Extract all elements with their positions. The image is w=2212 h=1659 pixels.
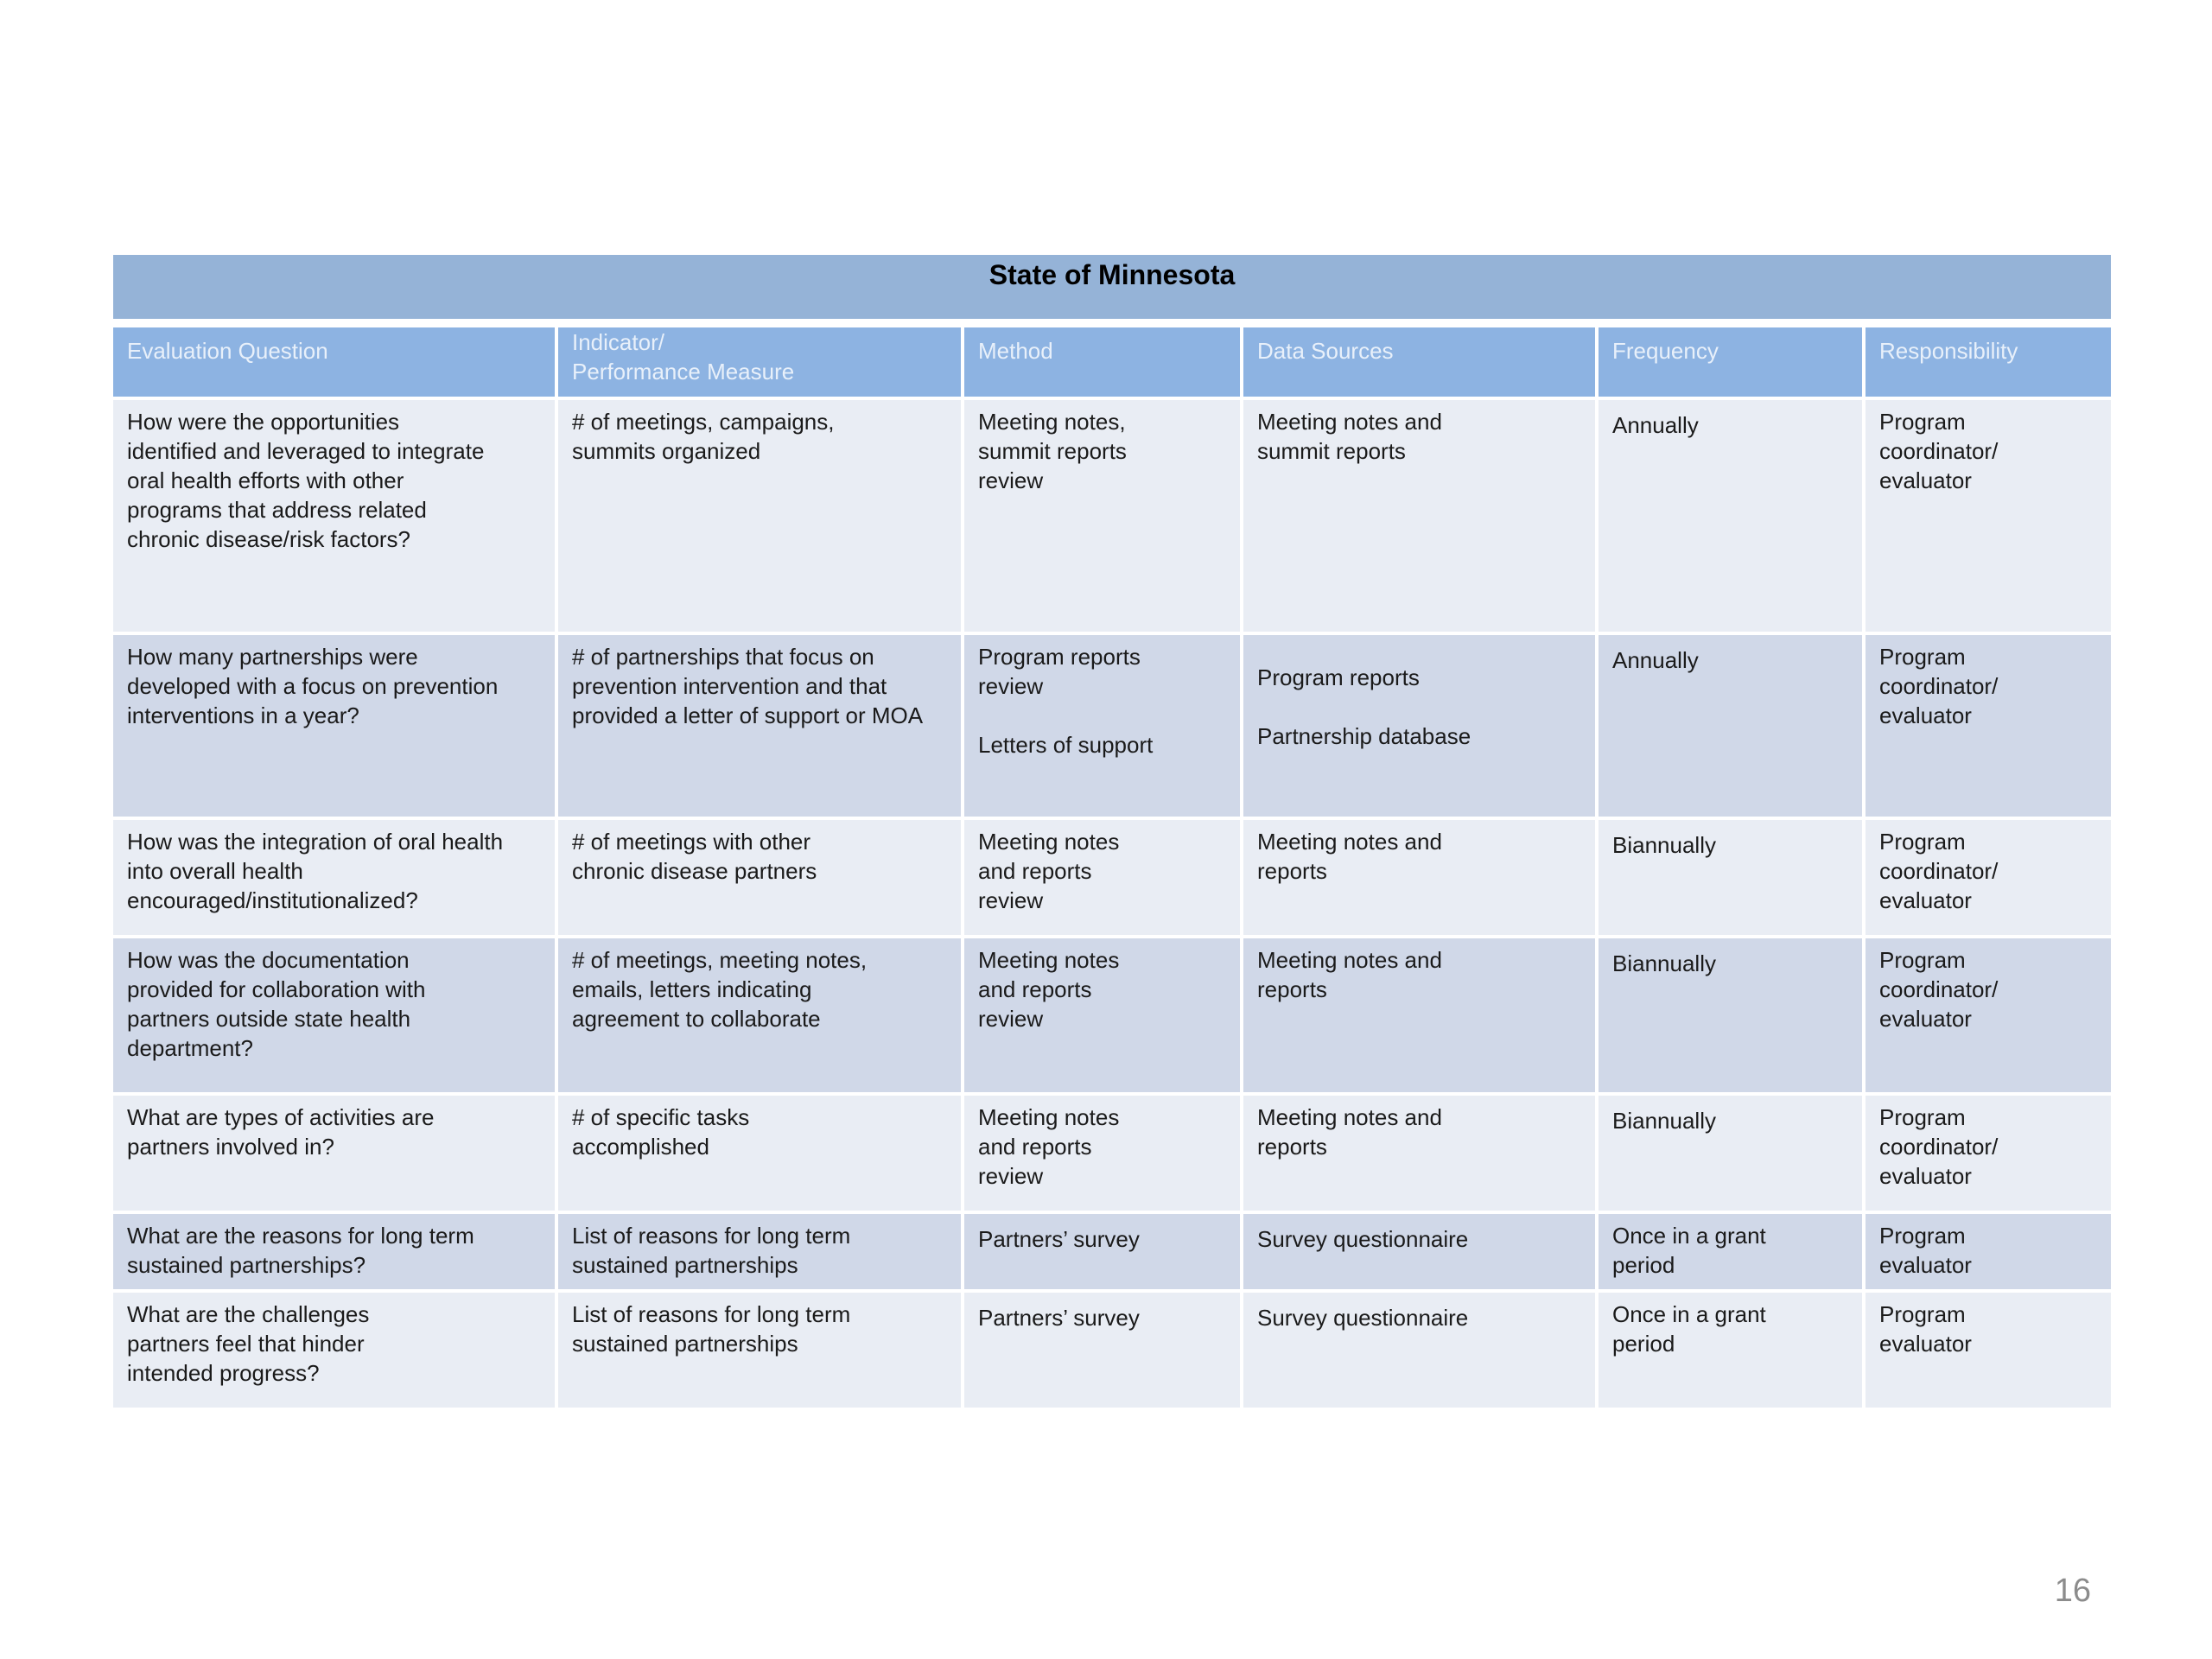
cell-responsibility: Program evaluator	[1866, 1293, 2111, 1411]
cell-data-sources: Meeting notes and summit reports	[1243, 400, 1599, 635]
method-line-1: Program reports review	[978, 644, 1141, 699]
cell-indicator: # of meetings, meeting notes, emails, letters indicating agreement to collaborate	[558, 938, 964, 1096]
cell-question: What are types of activities are partners involved in?	[113, 1096, 558, 1214]
cell-method: Meeting notes and reports review	[964, 938, 1243, 1096]
cell-frequency: Biannually	[1599, 938, 1866, 1096]
header-frequency: Frequency	[1599, 327, 1866, 400]
cell-frequency: Annually	[1599, 400, 1866, 635]
cell-frequency: Once in a grant period	[1599, 1214, 1866, 1293]
table-row	[113, 1214, 2111, 1293]
header-indicator: Indicator/ Performance Measure	[558, 327, 964, 400]
cell-indicator: # of meetings with other chronic disease partners	[558, 820, 964, 938]
data-source-line-2: Partnership database	[1257, 723, 1471, 749]
cell-responsibility: Program coordinator/ evaluator	[1866, 400, 2111, 635]
cell-indicator: # of meetings, campaigns, summits organized	[558, 400, 964, 635]
cell-responsibility: Program evaluator	[1866, 1214, 2111, 1293]
header-responsibility: Responsibility	[1866, 327, 2111, 400]
method-line-2: Letters of support	[978, 732, 1154, 758]
cell-frequency: Biannually	[1599, 820, 1866, 938]
cell-method: Partners’ survey	[964, 1214, 1243, 1293]
cell-indicator: List of reasons for long term sustained partnerships	[558, 1293, 964, 1411]
cell-responsibility: Program coordinator/ evaluator	[1866, 820, 2111, 938]
page-number: 16	[2054, 1573, 2091, 1609]
header-evaluation-question: Evaluation Question	[113, 327, 558, 400]
table-row	[113, 635, 2111, 820]
cell-frequency: Biannually	[1599, 1096, 1866, 1214]
cell-data-sources	[1243, 635, 1599, 820]
header-method: Method	[964, 327, 1243, 400]
cell-responsibility: Program coordinator/ evaluator	[1866, 1096, 2111, 1214]
cell-question: How was the documentation provided for collaboration with partners outside state health department?	[113, 938, 558, 1096]
table-title: State of Minnesota	[113, 255, 2111, 327]
cell-question: How was the integration of oral health into overall health encouraged/institutionalized?	[113, 820, 558, 938]
cell-indicator: List of reasons for long term sustained partnerships	[558, 1214, 964, 1293]
cell-indicator: # of specific tasks accomplished	[558, 1096, 964, 1214]
cell-method	[964, 635, 1243, 820]
table-title-row	[113, 255, 2111, 327]
cell-method: Meeting notes, summit reports review	[964, 400, 1243, 635]
table-header-row	[113, 327, 2111, 400]
cell-method: Meeting notes and reports review	[964, 1096, 1243, 1214]
cell-responsibility: Program coordinator/ evaluator	[1866, 938, 2111, 1096]
cell-method: Meeting notes and reports review	[964, 820, 1243, 938]
table-row	[113, 938, 2111, 1096]
cell-data-sources: Survey questionnaire	[1243, 1293, 1599, 1411]
table-row	[113, 1096, 2111, 1214]
cell-data-sources: Meeting notes and reports	[1243, 820, 1599, 938]
cell-question: What are the reasons for long term sustained partnerships?	[113, 1214, 558, 1293]
cell-frequency: Annually	[1599, 635, 1866, 820]
evaluation-table	[113, 255, 2111, 1411]
header-data-sources: Data Sources	[1243, 327, 1599, 400]
table-row	[113, 400, 2111, 635]
cell-frequency: Once in a grant period	[1599, 1293, 1866, 1411]
cell-question: How were the opportunities identified and leveraged to integrate oral health efforts with other programs that address related chronic disease/risk factors?	[113, 400, 558, 635]
cell-data-sources: Survey questionnaire	[1243, 1214, 1599, 1293]
cell-responsibility: Program coordinator/ evaluator	[1866, 635, 2111, 820]
table-row	[113, 820, 2111, 938]
cell-data-sources: Meeting notes and reports	[1243, 938, 1599, 1096]
cell-data-sources: Meeting notes and reports	[1243, 1096, 1599, 1214]
cell-question: How many partnerships were developed with a focus on prevention interventions in a year?	[113, 635, 558, 820]
data-source-line-1: Program reports	[1257, 664, 1420, 690]
cell-question: What are the challenges partners feel that hinder intended progress?	[113, 1293, 558, 1411]
cell-method: Partners’ survey	[964, 1293, 1243, 1411]
cell-indicator: # of partnerships that focus on prevention intervention and that provided a letter of support or MOA	[558, 635, 964, 820]
table-row	[113, 1293, 2111, 1411]
